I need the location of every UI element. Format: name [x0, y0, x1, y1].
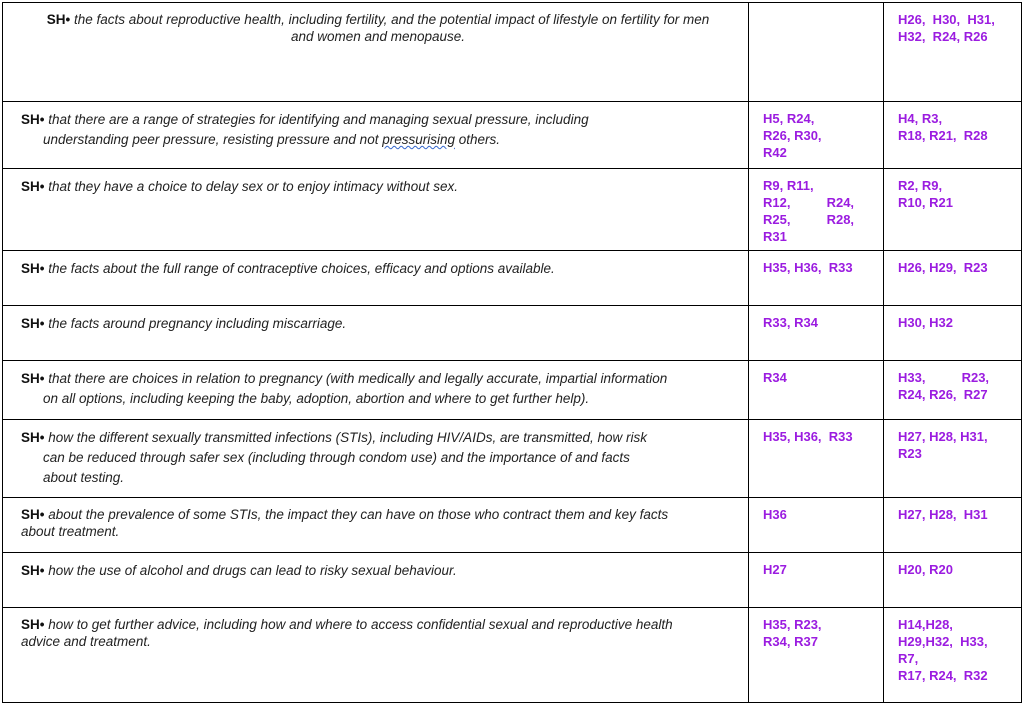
bullet: •: [39, 430, 45, 445]
reference-codes: H26, H29, R23: [898, 260, 988, 275]
reference-codes: H33, R23, R24, R26, R27: [898, 370, 990, 402]
reference-codes: H27: [763, 562, 787, 577]
reference-cell: [749, 361, 884, 420]
curriculum-table: [2, 2, 1022, 703]
reference-cell: [884, 361, 1022, 420]
statement-cell: [3, 251, 749, 306]
statement-text: SH• how the use of alcohol and drugs can lead to risky sexual behaviour.: [21, 563, 457, 578]
reference-cell: [884, 102, 1022, 169]
reference-codes: H4, R3, R18, R21, R28: [898, 111, 988, 143]
reference-cell: [884, 251, 1022, 306]
table-row: [3, 498, 1022, 553]
reference-codes: R33, R34: [763, 315, 818, 330]
reference-codes: H35, H36, R33: [763, 429, 853, 444]
statement-text: SH• the facts around pregnancy including miscarriage.: [21, 316, 347, 331]
strand-label: SH: [21, 261, 40, 276]
spellcheck-word: pressurising: [382, 132, 455, 147]
statement-cell: [3, 169, 749, 251]
reference-cell: [884, 553, 1022, 608]
reference-cell: [884, 420, 1022, 498]
bullet: •: [65, 12, 71, 27]
table-row: [3, 420, 1022, 498]
strand-label: SH: [21, 179, 40, 194]
reference-codes: H20, R20: [898, 562, 953, 577]
statement-cell: [3, 420, 749, 498]
reference-cell: [749, 3, 884, 102]
reference-cell: [749, 251, 884, 306]
bullet: •: [39, 179, 45, 194]
statement-cell: [3, 608, 749, 703]
table-row: [3, 3, 1022, 102]
strand-label: SH: [21, 112, 40, 127]
statement-text: SH• about the prevalence of some STIs, the impact they can have on those who contract them and key facts about treatment.: [21, 507, 669, 539]
statement-text: SH• that there are a range of strategies for identifying and managing sexual pressure, including understanding peer pressure, resisting pressure and not pressurising others.: [21, 112, 589, 147]
strand-label: SH: [46, 12, 66, 27]
reference-cell: [749, 169, 884, 251]
reference-cell: [749, 306, 884, 361]
reference-cell: [749, 608, 884, 703]
table-row: [3, 169, 1022, 251]
reference-codes: R9, R11, R12, R24, R25, R28, R31: [763, 178, 855, 244]
statement-cell: [3, 102, 749, 169]
bullet: •: [39, 316, 45, 331]
strand-label: SH: [21, 430, 40, 445]
reference-codes: H14,H28, H29,H32, H33, R7, R17, R24, R32: [898, 617, 988, 683]
reference-codes: H35, H36, R33: [763, 260, 853, 275]
reference-cell: [884, 498, 1022, 553]
strand-label: SH: [21, 371, 40, 386]
table-row: [3, 361, 1022, 420]
reference-codes: H27, H28, H31, R23: [898, 429, 988, 461]
table-row: [3, 306, 1022, 361]
reference-codes: H27, H28, H31: [898, 507, 988, 522]
reference-codes: [749, 3, 883, 11]
reference-cell: [884, 306, 1022, 361]
bullet: •: [39, 371, 45, 386]
strand-label: SH: [21, 316, 40, 331]
statement-text: SH• that they have a choice to delay sex or to enjoy intimacy without sex.: [21, 179, 458, 194]
reference-cell: [884, 608, 1022, 703]
strand-label: SH: [21, 617, 40, 632]
reference-codes: H26, H30, H31, H32, R24, R26: [898, 12, 995, 44]
reference-cell: [884, 169, 1022, 251]
bullet: •: [39, 563, 45, 578]
strand-label: SH: [21, 507, 40, 522]
bullet: •: [39, 112, 45, 127]
reference-cell: [749, 102, 884, 169]
bullet: •: [39, 617, 45, 632]
reference-codes: H35, R23, R34, R37: [763, 617, 822, 649]
statement-cell: [3, 498, 749, 553]
table-row: [3, 102, 1022, 169]
table-row: [3, 608, 1022, 703]
statement-cell: [3, 3, 749, 102]
statement-text: SH• how the different sexually transmitted infections (STIs), including HIV/AIDs, are transmitted, how risk can be reduced through safer sex (including through condom use) and the importance of and facts about testing.: [21, 430, 647, 485]
reference-codes: R2, R9, R10, R21: [898, 178, 953, 210]
statement-text: SH• the facts about the full range of contraceptive choices, efficacy and options available.: [21, 261, 555, 276]
bullet: •: [39, 507, 45, 522]
reference-codes: H5, R24, R26, R30, R42: [763, 111, 822, 160]
statement-text: SH• that there are choices in relation to pregnancy (with medically and legally accurate, impartial information on all options, including keeping the baby, adoption, abortion and where to get further help).: [21, 371, 668, 406]
reference-cell: [749, 553, 884, 608]
table-row: [3, 553, 1022, 608]
table-row: [3, 251, 1022, 306]
reference-cell: [749, 420, 884, 498]
strand-label: SH: [21, 563, 40, 578]
reference-cell: [884, 3, 1022, 102]
statement-cell: [3, 306, 749, 361]
bullet: •: [39, 261, 45, 276]
statement-text: SH• the facts about reproductive health, including fertility, and the potential impact of lifestyle on fertility for men and women and menopause.: [46, 12, 710, 44]
reference-codes: H36: [763, 507, 787, 522]
statement-cell: [3, 553, 749, 608]
statement-cell: [3, 361, 749, 420]
statement-text: SH• how to get further advice, including how and where to access confidential sexual and reproductive health advice and treatment.: [21, 617, 673, 649]
reference-codes: R34: [763, 370, 787, 385]
reference-cell: [749, 498, 884, 553]
reference-codes: H30, H32: [898, 315, 953, 330]
